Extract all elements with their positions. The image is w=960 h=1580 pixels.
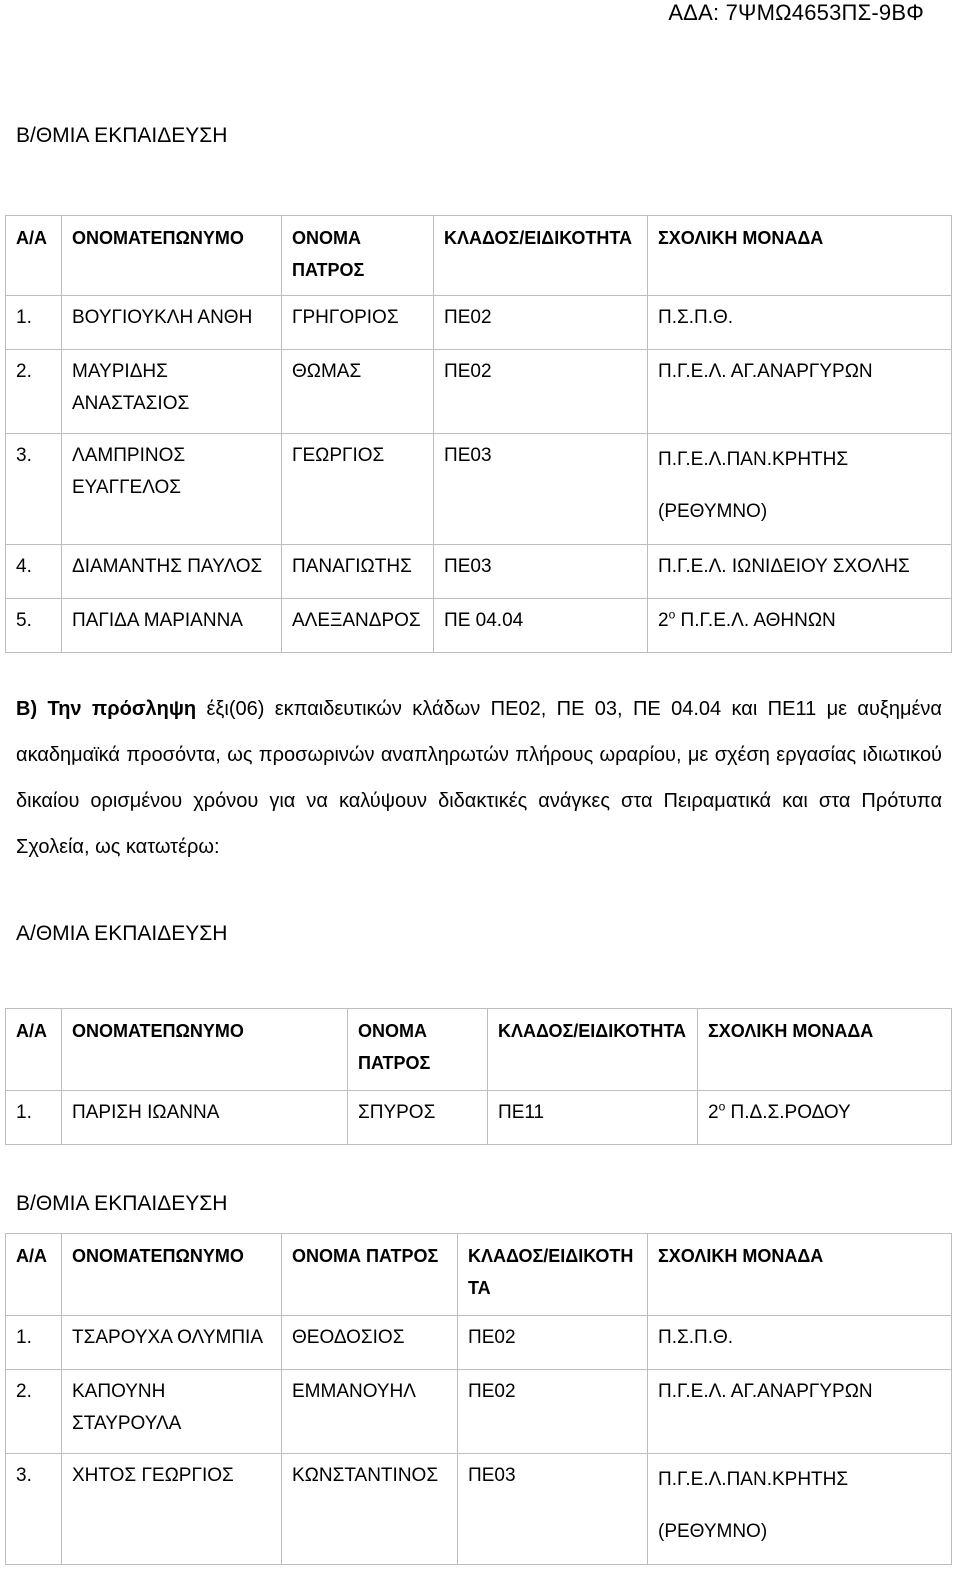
table-secondary-2 [5, 1233, 952, 1565]
table-row [6, 1091, 952, 1145]
cell-school: Π.Γ.Ε.Λ.ΠΑΝ.ΚΡΗΤΗΣ (ΡΕΘΥΜΝΟ) [648, 434, 952, 545]
cell-aa: 2. [6, 1370, 62, 1454]
paragraph-lead: Β) Την πρόσληψη [16, 698, 197, 720]
cell-father: ΑΛΕΞΑΝΔΡΟΣ [282, 599, 434, 653]
table-row [6, 350, 952, 434]
cell-name: ΤΣΑΡΟΥΧΑ ΟΛΥΜΠΙΑ [62, 1316, 282, 1370]
cell-father: ΣΠΥΡΟΣ [348, 1091, 488, 1145]
cell-father: ΠΑΝΑΓΙΩΤΗΣ [282, 545, 434, 599]
table-row [6, 1370, 952, 1454]
cell-branch: ΠΕ02 [458, 1370, 648, 1454]
col-header-branch: ΚΛΑΔΟΣ/ΕΙΔΙΚΟΤΗΤΑ [488, 1009, 698, 1091]
cell-school: Π.Σ.Π.Θ. [648, 1316, 952, 1370]
col-header-name: ΟΝΟΜΑΤΕΠΩΝΥΜΟ [62, 1234, 282, 1316]
ada-code: ΑΔΑ: 7ΨΜΩ4653ΠΣ-9ΒΦ [668, 0, 924, 25]
cell-father: ΓΡΗΓΟΡΙΟΣ [282, 296, 434, 350]
cell-aa: 5. [6, 599, 62, 653]
cell-name: ΜΑΥΡΙΔΗΣ ΑΝΑΣΤΑΣΙΟΣ [62, 350, 282, 434]
table-row [6, 296, 952, 350]
cell-branch: ΠΕ11 [488, 1091, 698, 1145]
col-header-aa: Α/Α [6, 1234, 62, 1316]
table-header-row [6, 1234, 952, 1316]
col-header-father: ΟΝΟΜΑ ΠΑΤΡΟΣ [348, 1009, 488, 1091]
cell-school: Π.Γ.Ε.Λ.ΠΑΝ.ΚΡΗΤΗΣ (ΡΕΘΥΜΝΟ) [648, 1454, 952, 1565]
cell-name: ΠΑΓΙΔΑ ΜΑΡΙΑΝΝΑ [62, 599, 282, 653]
cell-school: Π.Γ.Ε.Λ. ΑΓ.ΑΝΑΡΓΥΡΩΝ [648, 1370, 952, 1454]
col-header-school: ΣΧΟΛΙΚΗ ΜΟΝΑΔΑ [648, 1234, 952, 1316]
cell-name: ΚΑΠΟΥΝΗ ΣΤΑΥΡΟΥΛΑ [62, 1370, 282, 1454]
col-header-father: ΟΝΟΜΑ ΠΑΤΡΟΣ [282, 1234, 458, 1316]
cell-branch: ΠΕ02 [458, 1316, 648, 1370]
body-paragraph [16, 686, 942, 870]
cell-aa: 1. [6, 1091, 62, 1145]
cell-name: ΧΗΤΟΣ ΓΕΩΡΓΙΟΣ [62, 1454, 282, 1565]
cell-aa: 1. [6, 296, 62, 350]
cell-father: ΓΕΩΡΓΙΟΣ [282, 434, 434, 545]
col-header-name: ΟΝΟΜΑΤΕΠΩΝΥΜΟ [62, 216, 282, 296]
cell-aa: 4. [6, 545, 62, 599]
table-header-row [6, 1009, 952, 1091]
cell-aa: 2. [6, 350, 62, 434]
cell-branch: ΠΕ03 [434, 545, 648, 599]
table-row [6, 1454, 952, 1565]
section-title-secondary: Β/ΘΜΙΑ ΕΚΠΑΙΔΕΥΣΗ [16, 124, 228, 147]
cell-father: ΘΩΜΑΣ [282, 350, 434, 434]
cell-school: Π.Γ.Ε.Λ. ΑΓ.ΑΝΑΡΓΥΡΩΝ [648, 350, 952, 434]
col-header-branch: ΚΛΑΔΟΣ/ΕΙΔΙΚΟΤΗΤΑ [434, 216, 648, 296]
table-primary [5, 1008, 952, 1145]
cell-aa: 3. [6, 434, 62, 545]
cell-aa: 3. [6, 1454, 62, 1565]
cell-name: ΛΑΜΠΡΙΝΟΣ ΕΥΑΓΓΕΛΟΣ [62, 434, 282, 545]
cell-aa: 1. [6, 1316, 62, 1370]
cell-branch: ΠΕ02 [434, 296, 648, 350]
paragraph-text: έξι(06) εκπαιδευτικών κλάδων ΠΕ02, ΠΕ 03, ΠΕ 04.04 και ΠΕ11 με αυξημένα ακαδημαϊκά προσόντα, ως προσωρινών αναπληρωτών πλήρους ωραρίου, με σχέση εργασίας ιδιωτικού δικαίου ορισμένου χρόνου για να καλύψουν διδακτικές ανάγκες στα Πειραματικά και στα Πρότυπα Σχολεία, ως κατωτέρω: [16, 698, 942, 858]
col-header-father: ΟΝΟΜΑ ΠΑΤΡΟΣ [282, 216, 434, 296]
cell-father: ΚΩΝΣΤΑΝΤΙΝΟΣ [282, 1454, 458, 1565]
col-header-aa: Α/Α [6, 216, 62, 296]
section-title-secondary-2: Β/ΘΜΙΑ ΕΚΠΑΙΔΕΥΣΗ [16, 1192, 228, 1215]
cell-school: $2^o$ Π.Δ.Σ.ΡΟΔΟΥ [698, 1091, 952, 1145]
col-header-school: ΣΧΟΛΙΚΗ ΜΟΝΑΔΑ [698, 1009, 952, 1091]
table-row [6, 434, 952, 545]
cell-branch: ΠΕ03 [434, 434, 648, 545]
col-header-name: ΟΝΟΜΑΤΕΠΩΝΥΜΟ [62, 1009, 348, 1091]
table-header-row [6, 216, 952, 296]
col-header-branch: ΚΛΑΔΟΣ/ΕΙΔΙΚΟΤΗΤΑ [458, 1234, 648, 1316]
table-secondary-1 [5, 215, 952, 653]
cell-school: $2^o$ Π.Γ.Ε.Λ. ΑΘΗΝΩΝ [648, 599, 952, 653]
table-row [6, 599, 952, 653]
cell-school: Π.Γ.Ε.Λ. ΙΩΝΙΔΕΙΟΥ ΣΧΟΛΗΣ [648, 545, 952, 599]
cell-name: ΠΑΡΙΣΗ ΙΩΑΝΝΑ [62, 1091, 348, 1145]
cell-name: ΔΙΑΜΑΝΤΗΣ ΠΑΥΛΟΣ [62, 545, 282, 599]
cell-branch: ΠΕ02 [434, 350, 648, 434]
col-header-school: ΣΧΟΛΙΚΗ ΜΟΝΑΔΑ [648, 216, 952, 296]
section-title-primary: Α/ΘΜΙΑ ΕΚΠΑΙΔΕΥΣΗ [16, 922, 228, 945]
cell-branch: ΠΕ 04.04 [434, 599, 648, 653]
cell-name: ΒΟΥΓΙΟΥΚΛΗ ΑΝΘΗ [62, 296, 282, 350]
table-row [6, 545, 952, 599]
cell-father: ΕΜΜΑΝΟΥΗΛ [282, 1370, 458, 1454]
col-header-aa: Α/Α [6, 1009, 62, 1091]
cell-school: Π.Σ.Π.Θ. [648, 296, 952, 350]
cell-father: ΘΕΟΔΟΣΙΟΣ [282, 1316, 458, 1370]
cell-branch: ΠΕ03 [458, 1454, 648, 1565]
table-row [6, 1316, 952, 1370]
